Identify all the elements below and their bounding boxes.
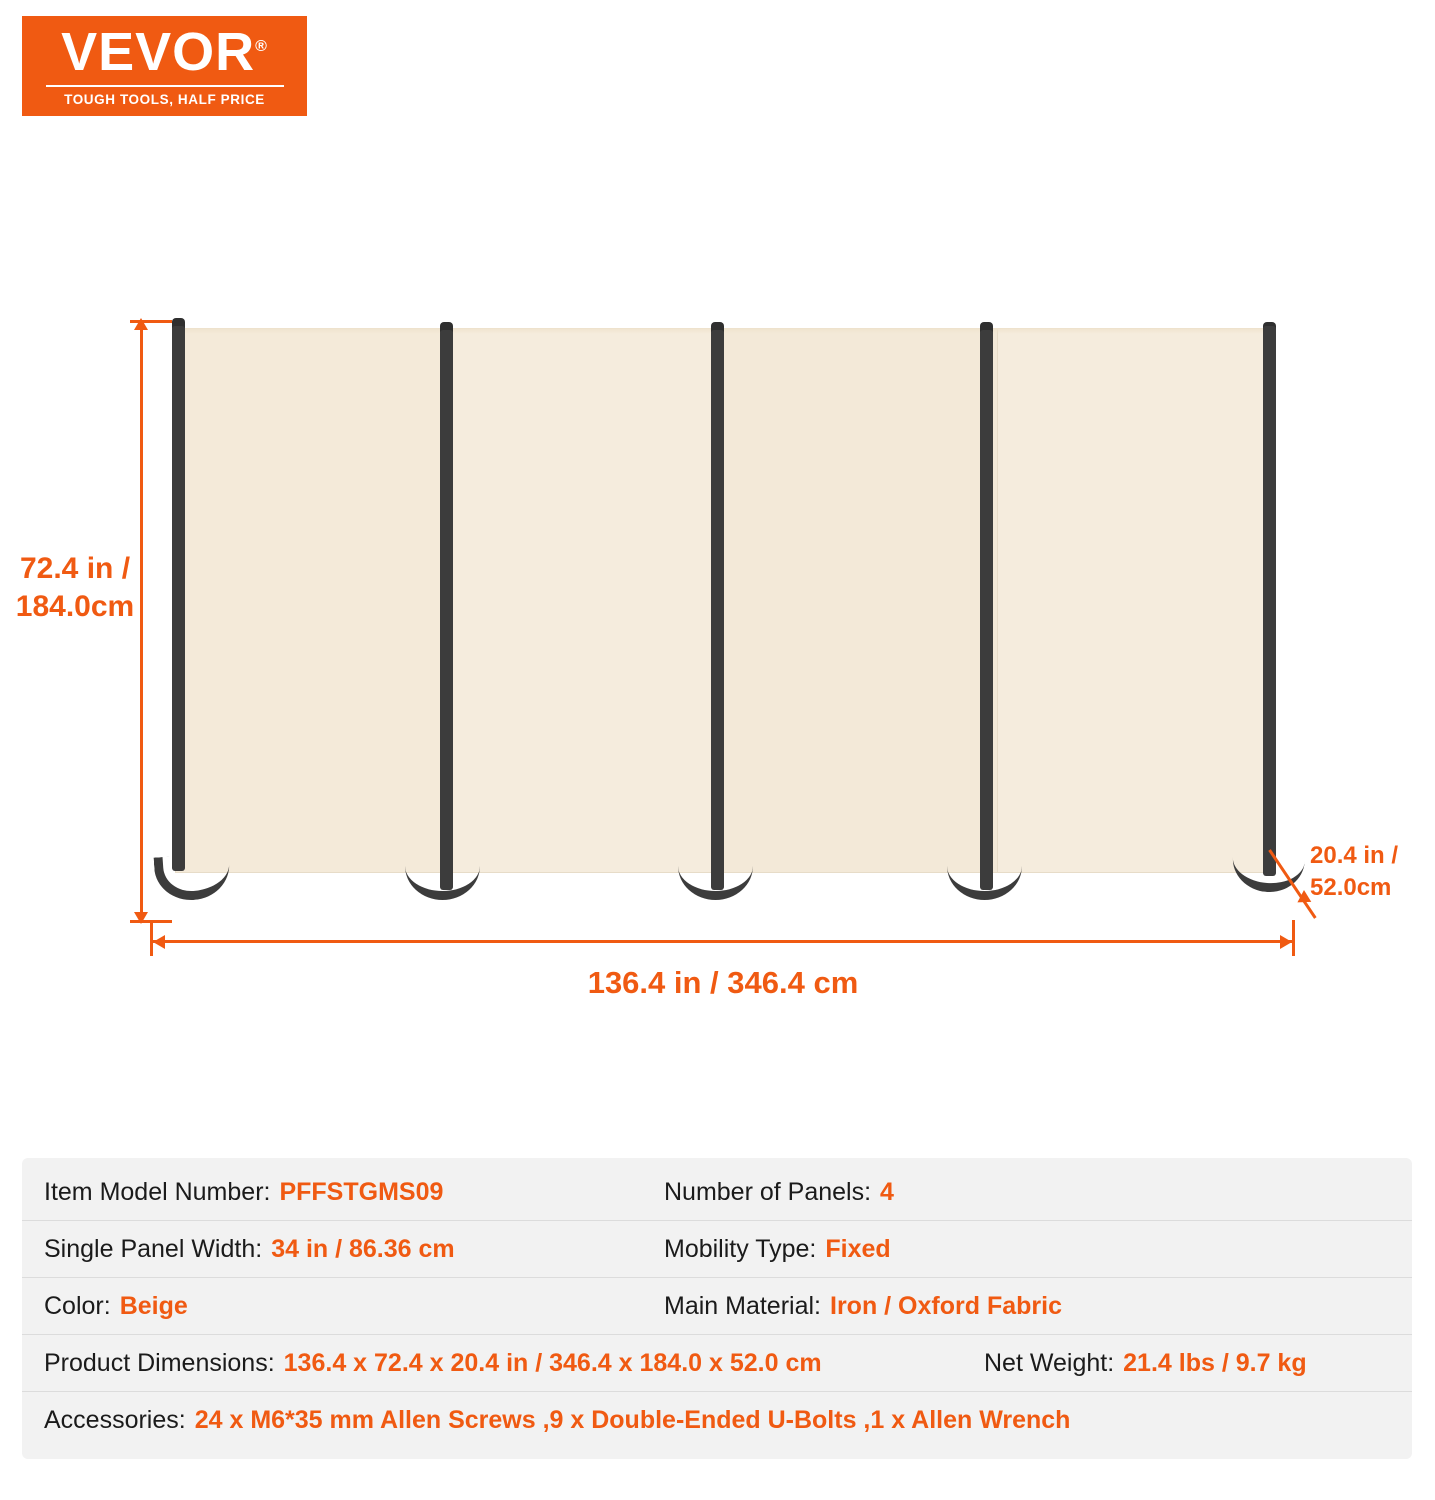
- logo-divider: [46, 85, 284, 87]
- frame-post-3: [711, 330, 724, 890]
- table-row: [22, 1221, 1412, 1278]
- spec-value: 4: [880, 1177, 894, 1206]
- specifications-table: [22, 1158, 1412, 1459]
- fabric-panel-2: [449, 328, 726, 873]
- spec-label: Item Model Number:: [44, 1177, 271, 1206]
- spec-label: Single Panel Width:: [44, 1234, 263, 1263]
- spec-cell-material: [664, 1292, 1390, 1321]
- spec-cell-weight: [984, 1349, 1390, 1378]
- base-foot-3: [678, 855, 753, 900]
- spec-value: Fixed: [825, 1234, 891, 1263]
- brand-logo: [22, 16, 307, 116]
- product-diagram: [0, 150, 1435, 1050]
- spec-label: Color:: [44, 1291, 111, 1320]
- depth-dimension-label: 20.4 in / 52.0cm: [1310, 842, 1399, 901]
- spec-label: Product Dimensions:: [44, 1348, 275, 1377]
- panel-top-shade: [175, 328, 1275, 334]
- brand-tagline: TOUGH TOOLS, HALF PRICE: [64, 92, 265, 107]
- spec-label: Net Weight:: [984, 1348, 1115, 1377]
- frame-post-2: [440, 330, 453, 890]
- spec-label: Number of Panels:: [664, 1177, 872, 1206]
- table-row: [22, 1164, 1412, 1221]
- divider-screen: [175, 328, 1275, 873]
- spec-value: 24 x M6*35 mm Allen Screws ,9 x Double-Ended U-Bolts ,1 x Allen Wrench: [194, 1406, 1071, 1434]
- spec-cell-mobility: [664, 1235, 1390, 1264]
- spec-label: Accessories:: [44, 1406, 186, 1434]
- spec-value: Beige: [119, 1291, 188, 1320]
- spec-value: 21.4 lbs / 9.7 kg: [1123, 1348, 1307, 1377]
- spec-cell-dimensions: [44, 1349, 984, 1378]
- spec-cell-panel-width: [44, 1235, 664, 1264]
- base-foot-2: [405, 855, 480, 900]
- spec-value: 136.4 x 72.4 x 20.4 in / 346.4 x 184.0 x 52.0 cm: [283, 1348, 822, 1377]
- spec-cell-panel-count: [664, 1178, 1390, 1207]
- width-arrow-left-icon: [153, 935, 165, 949]
- spec-cell-accessories: [44, 1406, 1390, 1435]
- frame-post-1: [172, 326, 185, 871]
- base-foot-4: [947, 855, 1022, 900]
- table-row: [22, 1278, 1412, 1335]
- table-row: [22, 1392, 1412, 1449]
- spec-cell-color: [44, 1292, 664, 1321]
- fabric-panel-1: [175, 328, 452, 873]
- spec-label: Main Material:: [664, 1291, 821, 1320]
- spec-label: Mobility Type:: [664, 1234, 817, 1263]
- spec-value: PFFSTGMS09: [279, 1177, 444, 1206]
- base-foot-1: [154, 852, 232, 902]
- fabric-panel-4: [997, 328, 1275, 873]
- width-tick-right: [1292, 920, 1295, 956]
- width-arrow-right-icon: [1280, 935, 1292, 949]
- height-dimension-label: 72.4 in / 184.0cm: [15, 552, 135, 623]
- fabric-panel-3: [723, 328, 1000, 873]
- registered-mark: ®: [255, 38, 268, 55]
- spec-value: 34 in / 86.36 cm: [271, 1234, 455, 1263]
- brand-wordmark: [61, 22, 268, 82]
- frame-post-5: [1263, 326, 1276, 876]
- height-tick-top: [130, 320, 172, 323]
- width-dimension-label: 136.4 in / 346.4 cm: [587, 965, 859, 1000]
- brand-name: VEVOR: [61, 22, 256, 82]
- width-dimension-line: [150, 940, 1295, 943]
- frame-post-4: [980, 330, 993, 890]
- table-row: [22, 1335, 1412, 1392]
- spec-value: Iron / Oxford Fabric: [830, 1291, 1062, 1320]
- spec-cell-model: [44, 1178, 664, 1207]
